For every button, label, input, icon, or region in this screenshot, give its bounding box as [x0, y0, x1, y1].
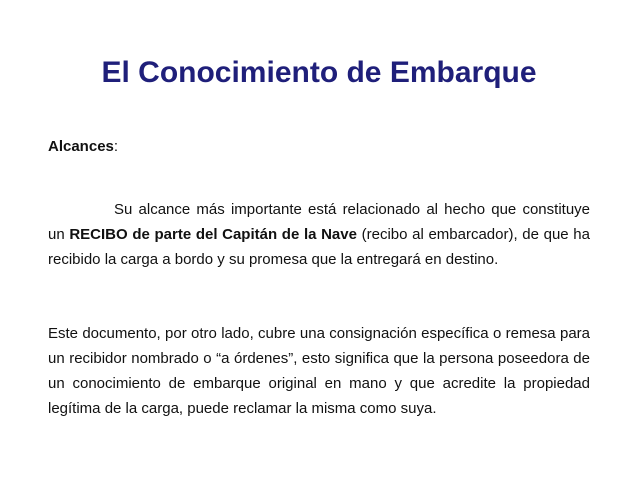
section-heading-label: Alcances — [48, 138, 114, 155]
paragraph-scope-text-1: Su alcance más importante está relacionado al hecho que constituye un — [48, 201, 590, 243]
paragraph-scope — [48, 197, 590, 272]
section-heading-colon: : — [113, 138, 119, 155]
slide-title: El Conocimiento de Embarque — [101, 56, 537, 89]
paragraph-consignment: Este documento, por otro lado, cubre una consignación específica o remesa para un recibidor nombrado o “a órdenes”, esto significa que la persona poseedora de un conocimiento de embarque original en mano y que acredite la propiedad legítima de la carga, puede reclamar la misma como suya. — [48, 325, 590, 417]
section-heading — [48, 137, 118, 157]
paragraph-scope-emphasis: RECIBO de parte del Capitán de la Nave — [69, 226, 357, 243]
paragraph-scope-text-2: (recibo al embarcador), de que ha recibido la carga a bordo y su promesa que la entregará en destino. — [48, 226, 590, 268]
